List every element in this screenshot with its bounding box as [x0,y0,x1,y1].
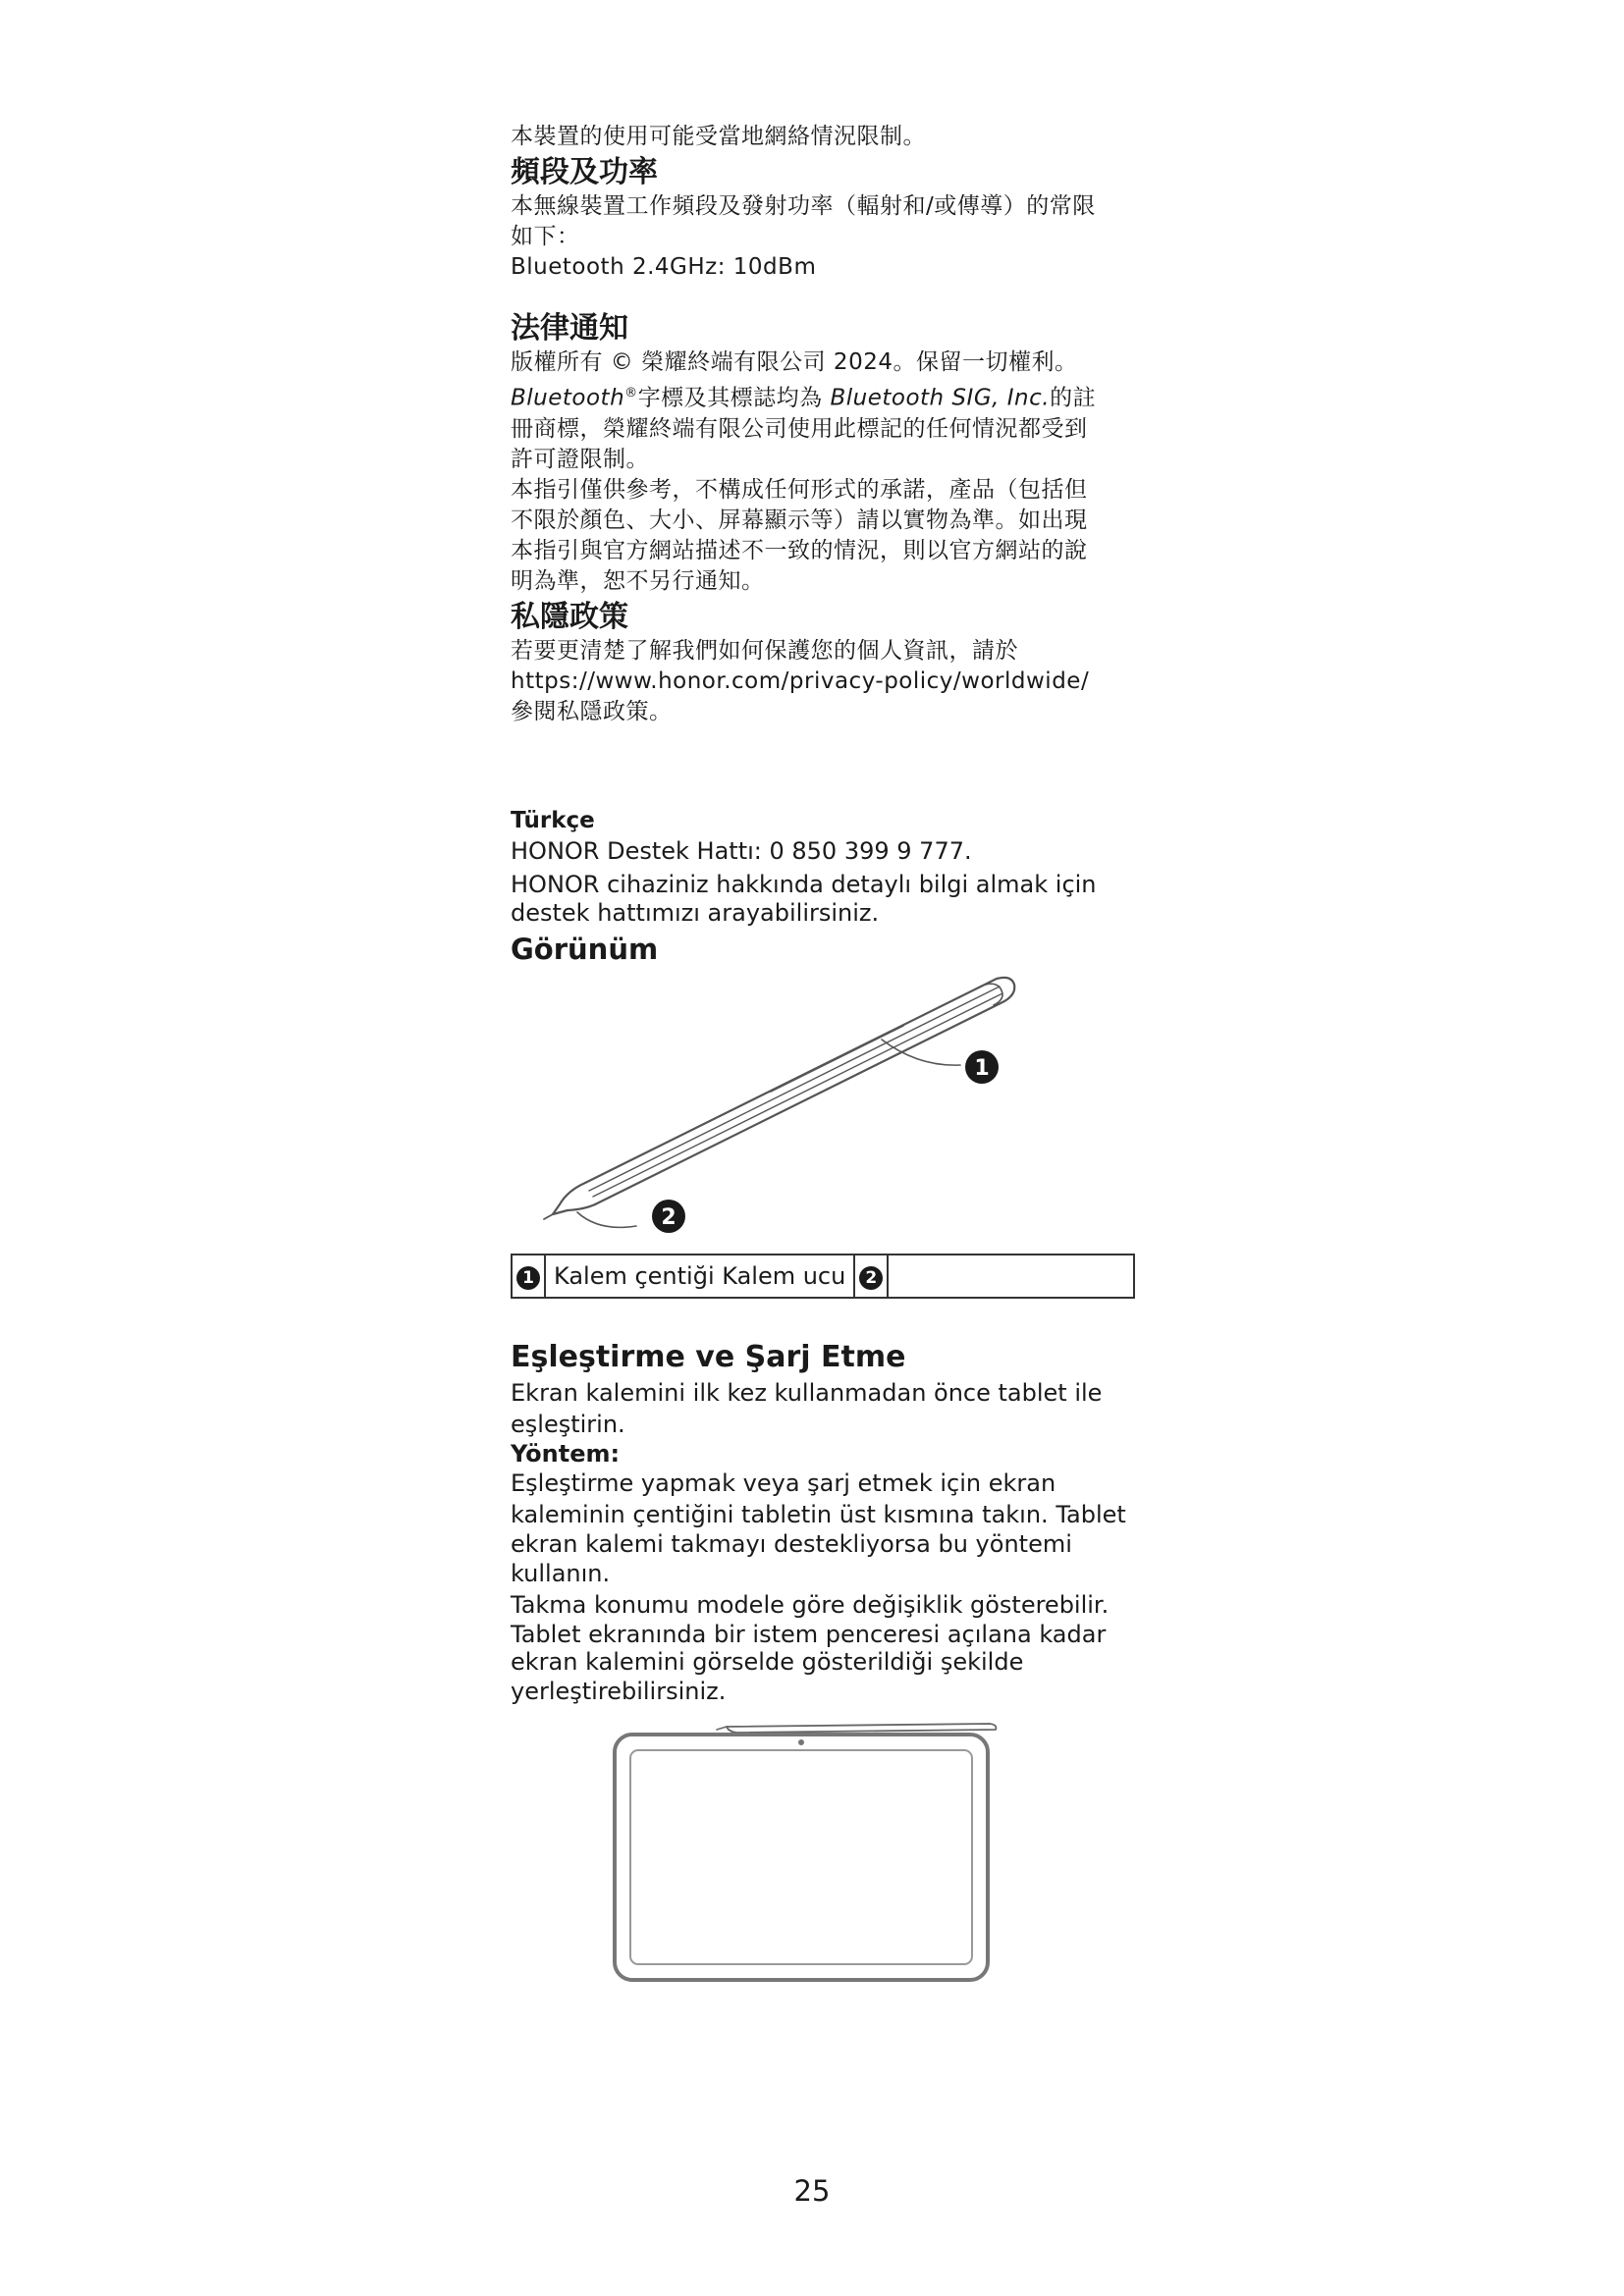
bluetooth-trademark-line-2: 冊商標，榮耀終端有限公司使用此標記的任何情況都受到 [511,415,1088,442]
guide-line-4: 明為準，恕不另行通知。 [511,567,765,594]
stylus-illustration [511,969,1139,1254]
band-text-line-1: 本無線裝置工作頻段及發射功率（輻射和/或傳導）的常限 [511,193,1096,219]
language-label: Türkçe [511,807,595,833]
guide-line-3: 本指引與官方網站描述不一致的情況，則以官方網站的說 [511,537,1088,563]
note-line-3: ekran kalemini görselde gösterildiği şekilde [511,1647,1024,1676]
info-line-1: HONOR cihaziniz hakkında detaylı bilgi almak için [511,870,1097,898]
info-line-2: destek hattımızı arayabilirsiniz. [511,898,880,927]
pairing-line-1: Ekran kalemini ilk kez kullanmadan önce tablet ile [511,1378,1103,1407]
callout-2-number: 2 [661,1204,677,1230]
hotline-text: HONOR Destek Hattı: 0 850 399 9 777. [511,836,972,865]
privacy-line-3: 參閱私隱政策。 [511,698,673,724]
bluetooth-brand: Bluetooth [511,385,625,411]
method-line-4: kullanın. [511,1559,611,1587]
camera-dot [798,1739,804,1745]
bluetooth-trademark-end: 的註 [1050,385,1097,411]
bluetooth-trademark-mid: 字標及其標誌均為 [637,385,831,411]
band-text-line-2: 如下： [511,224,580,249]
bluetooth-trademark-line-3: 許可證限制。 [511,446,649,472]
band-value: Bluetooth 2.4GHz: 10dBm [511,254,817,280]
part-2-number-cell [854,1255,888,1298]
turkish-section [511,806,1139,2015]
legal-heading: 法律通知 [511,311,628,346]
part-1-number-cell [512,1255,545,1298]
callout-1-number: 1 [974,1055,990,1081]
method-line-3: ekran kalemi takmayı destekliyorsa bu yöntemi [511,1529,1072,1558]
stylus-drawing [511,969,1139,1254]
pairing-heading: Eşleştirme ve Şarj Etme [511,1339,906,1374]
method-label: Yöntem: [511,1439,621,1468]
parts-row [512,1255,1134,1298]
band-heading: 頻段及功率 [511,155,658,189]
copyright-text: 版權所有 © 榮耀終端有限公司 2024。保留一切權利。 [511,349,1078,375]
part-1-badge: 1 [516,1266,540,1290]
page-number: 25 [793,2174,831,2208]
tablet-illustration [511,1721,1139,2015]
method-line-2: kaleminin çentiğini tabletin üst kısmına takın. Tablet [511,1500,1126,1528]
usage-limit-text: 本裝置的使用可能受當地網絡情況限制。 [511,124,926,149]
guide-line-1: 本指引僅供參考，不構成任何形式的承諾，產品（包括但 [511,476,1088,503]
privacy-url[interactable]: https://www.honor.com/privacy-policy/worldwide/ [511,667,1090,694]
parts-table [511,1254,1135,1299]
tablet-drawing [511,1721,1139,2015]
guide-line-2: 不限於顏色、大小、屏幕顯示等）請以實物為準。如出現 [511,507,1088,533]
chinese-section [511,122,1139,727]
registered-mark: ® [624,386,638,400]
part-2-label [888,1255,1134,1298]
method-line-1: Eşleştirme yapmak veya şarj etmek için ekran [511,1468,1056,1497]
bluetooth-sig: Bluetooth SIG, Inc. [830,385,1051,411]
note-line-4: yerleştirebilirsiniz. [511,1677,727,1705]
appearance-heading: Görünüm [511,932,659,966]
note-line-1: Takma konumu modele göre değişiklik gösterebilir. [511,1590,1110,1619]
note-line-2: Tablet ekranında bir istem penceresi açılana kadar [511,1620,1107,1648]
privacy-heading: 私隱政策 [511,599,628,634]
pairing-line-2: eşleştirin. [511,1410,625,1438]
privacy-line-1: 若要更清楚了解我們如何保護您的個人資訊，請於 [511,637,1018,664]
bluetooth-trademark-line-1 [511,378,1139,414]
part-2-badge: 2 [859,1266,883,1290]
page-content [511,122,1139,2015]
part-1-label: Kalem çentiği Kalem ucu [545,1255,854,1298]
